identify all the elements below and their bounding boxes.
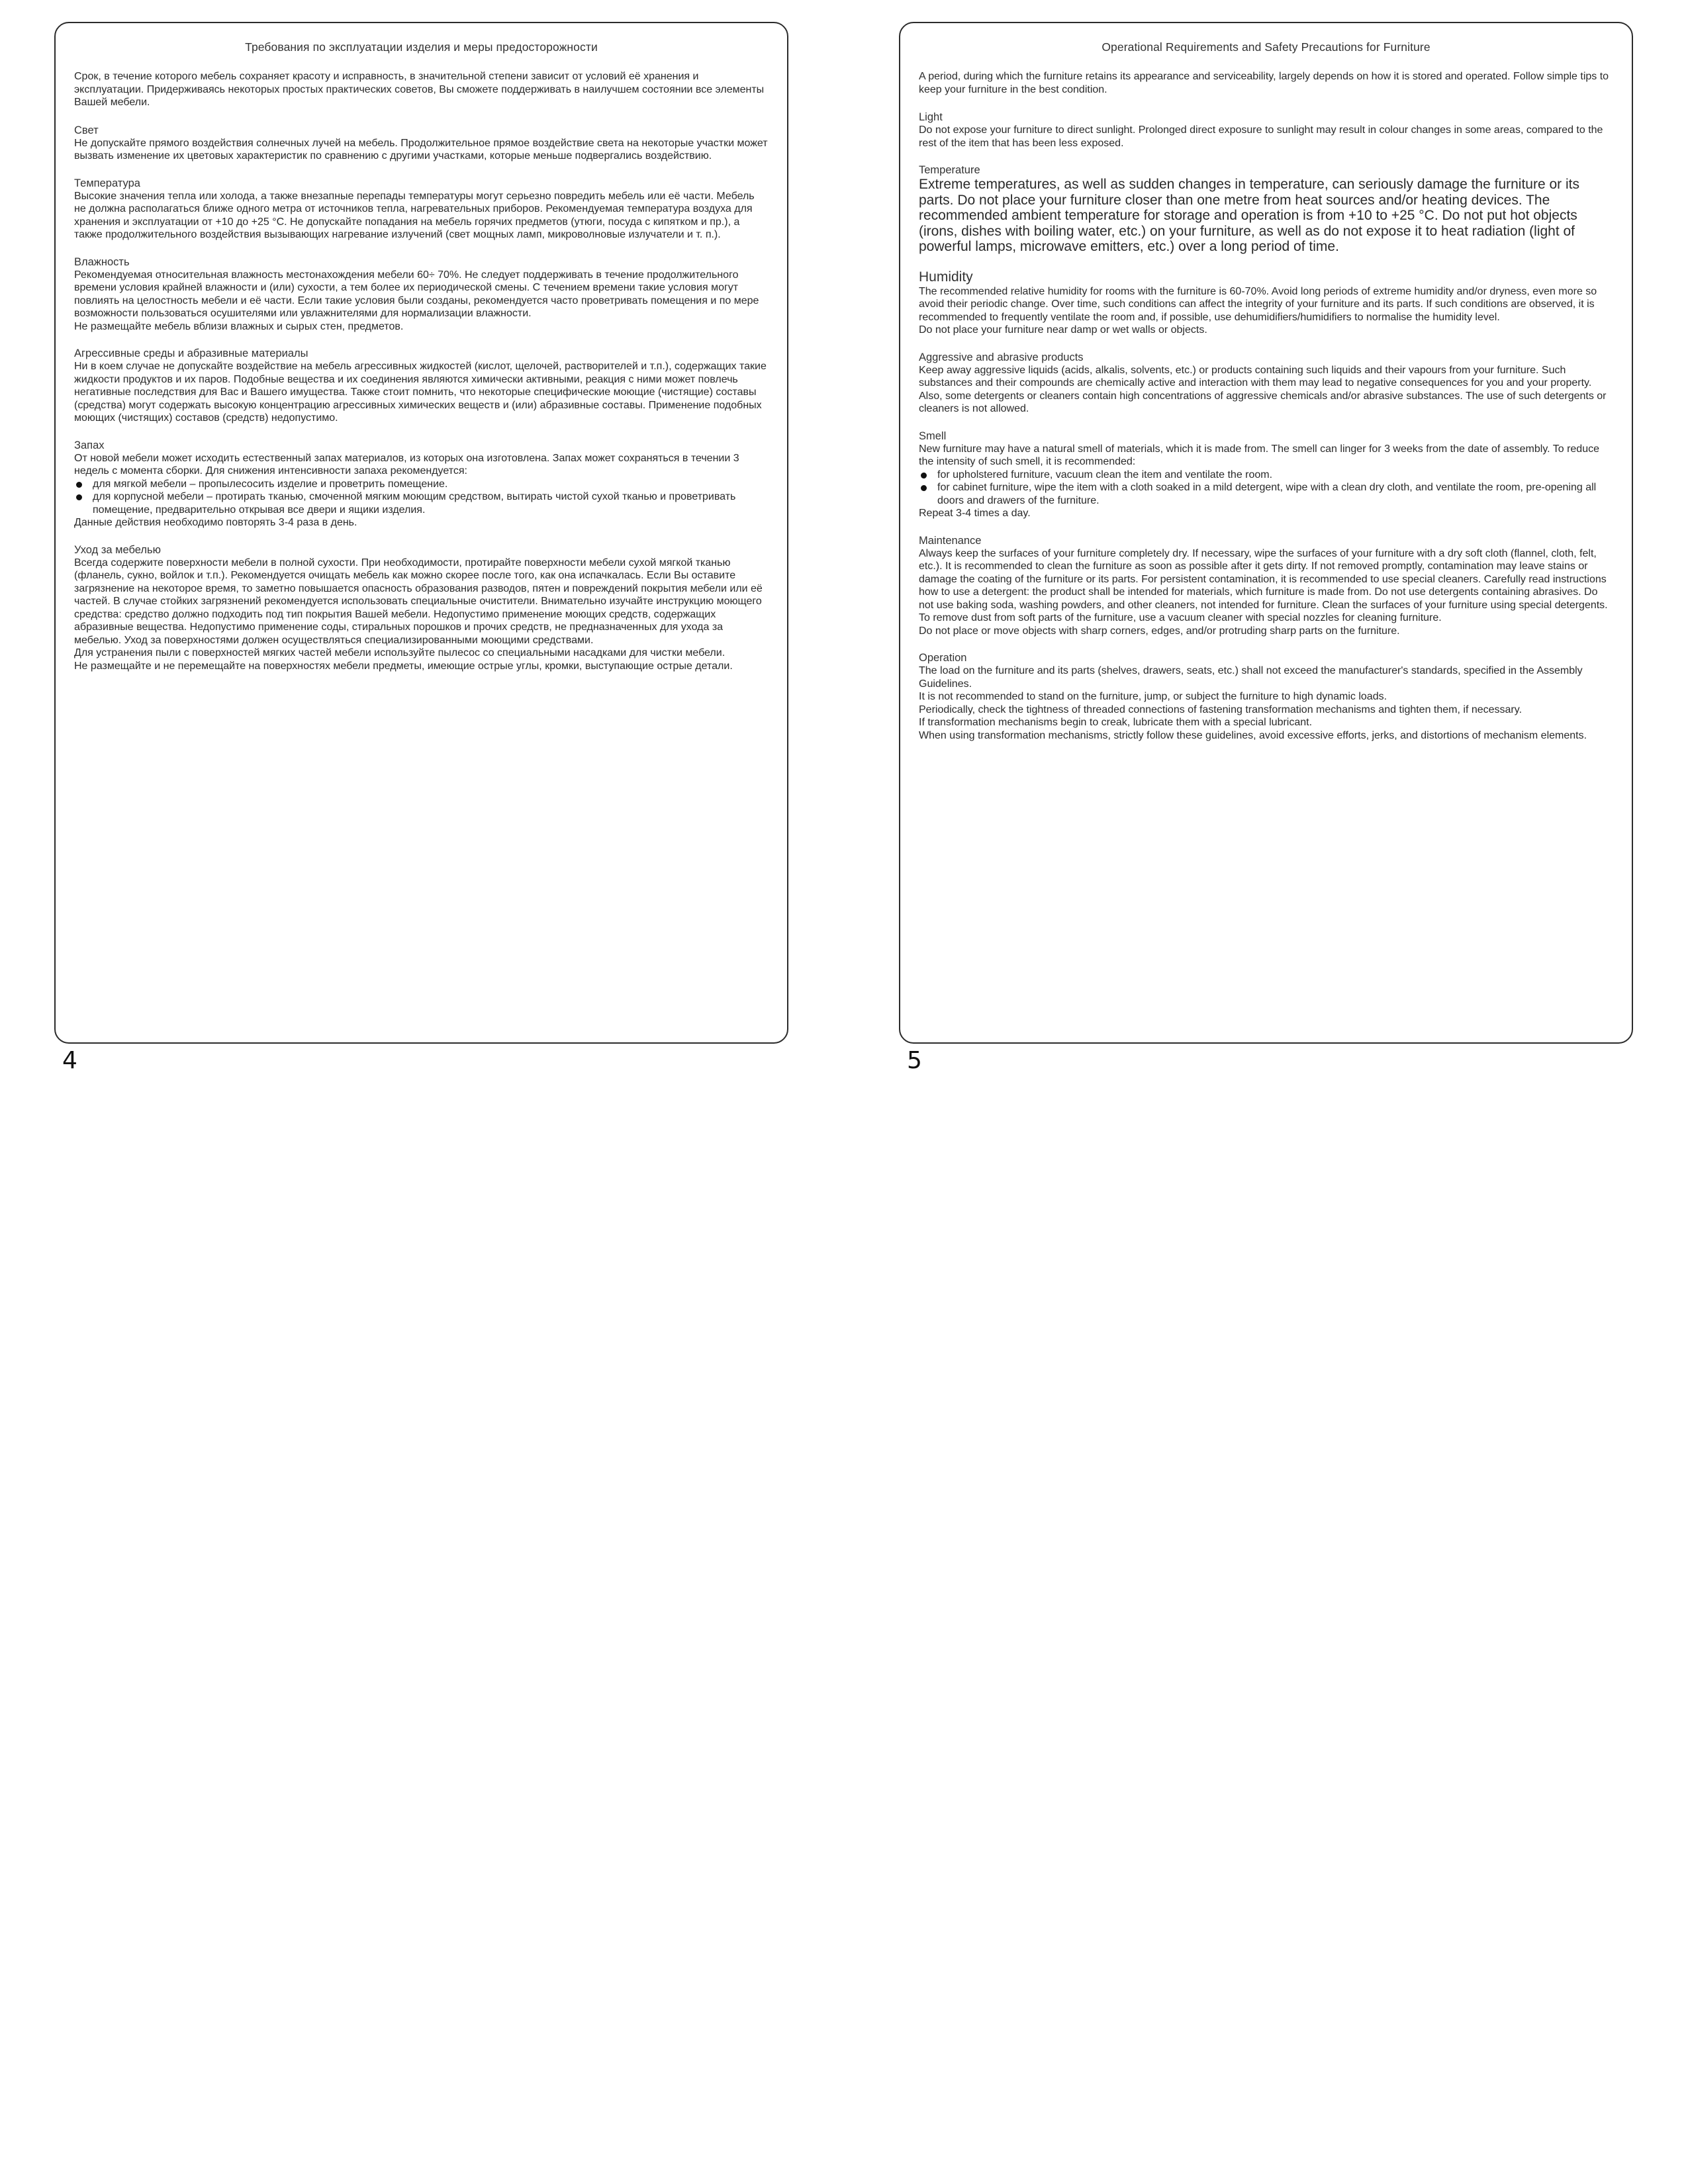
section-paragraph: If transformation mechanisms begin to creak, lubricate them with a special lubricant. [919, 717, 1313, 728]
section-body [74, 360, 769, 425]
section-paragraph: Periodically, check the tightness of threaded connections of fastening transformation mechanisms and tighten them, if necessary. [919, 704, 1523, 715]
section-paragraph: Keep away aggressive liquids (acids, alkalis, solvents, etc.) or products containing such liquids and their vapours from your furniture. Such substances and their compounds are chemically active and interaction with them may lead to negative consequences for you and your property. Also, some detergents or cleaners contain high concentrations of aggressive chemicals and/or abrasive substances. The use of such detergents or cleaners is not allowed. [919, 364, 1607, 414]
section [919, 111, 1613, 150]
section-heading: Уход за мебелью [74, 543, 161, 556]
left-page-panel [54, 22, 788, 1044]
section [74, 439, 769, 529]
bullet-item: для мягкой мебели – пропылесосить изделие и проветрить помещение. [74, 478, 769, 491]
section-paragraph: Для устранения пыли с поверхностей мягких частей мебели используйте пылесос со специальными насадками для чистки мебели. [74, 647, 726, 659]
sections-container [74, 124, 769, 673]
section-paragraph: Не размещайте мебель вблизи влажных и сырых стен, предметов. [74, 320, 404, 332]
page-title: Требования по эксплуатации изделия и меры предосторожности [245, 40, 598, 54]
bullet-item: для корпусной мебели – протирать тканью, смоченной мягким моющим средством, вытирать чистой сухой тканью и проветривать помещение, предварительно открывая все двери и ящики изделия. [74, 490, 769, 516]
section-paragraph: Always keep the surfaces of your furniture completely dry. If necessary, wipe the surfaces of your furniture with a dry soft cloth (flannel, cloth, felt, etc.). It is recommended to clean the furniture as soon as possible after it gets dirty. If not removed promptly, contamination may leave stains or damage the coating of the furniture or its parts. For persistent contamination, it is recommended to use special cleaners. Carefully read instructions how to use a detergent: the product shall be intended for materials, which furniture is made from. Do not use detergents containing abrasives. Do not use baking soda, washing powders, and other cleaners, not intended for furniture. Clean the surfaces of your furniture using special detergents. [919, 547, 1608, 611]
section-heading: Maintenance [919, 534, 982, 547]
page-title: Operational Requirements and Safety Precautions for Furniture [1102, 40, 1430, 54]
section-heading: Запах [74, 439, 105, 451]
bullet-list [919, 469, 1613, 508]
intro-paragraph: Срок, в течение которого мебель сохраняет красоту и исправность, в значительной степени зависит от условий её хранения и эксплуатации. Придерживаясь некоторых простых практических советов, Вы сможете поддерживать в наилучшем состоянии все элементы Вашей мебели. [74, 71, 765, 108]
section-paragraph: The recommended relative humidity for rooms with the furniture is 60-70%. Avoid long periods of extreme humidity and/or dryness, even more so avoid their periodic change. Over time, such conditions can affect the integrity of your furniture and its parts. If such conditions are observed, it is recommended to frequently ventilate the room and, if possible, use dehumidifiers/humidifiers to normalise the humidity level. [919, 285, 1597, 323]
section-heading: Свет [74, 124, 99, 136]
section-body [919, 285, 1613, 337]
section-paragraph: When using transformation mechanisms, strictly follow these guidelines, avoid excessive efforts, jerks, and distortions of mechanism elements. [919, 729, 1587, 741]
section [74, 124, 769, 163]
section-paragraph: Do not place your furniture near damp or wet walls or objects. [919, 324, 1207, 336]
section-body [74, 557, 769, 673]
section-heading: Температура [74, 177, 140, 189]
section [74, 255, 769, 334]
section-paragraph: Всегда содержите поверхности мебели в полной сухости. При необходимости, протирайте поверхности мебели сухой мягкой тканью (фланель, сукно, войлок и т.п.). Рекомендуется очищать мебель как можно скорее после того, как она испачкалась. Если Вы оставите загрязнение на некоторое время, то заметно повышается опасность образования разводов, пятен и повреждений покрытия мебели или её частей. В случае стойких загрязнений рекомендуется использовать специальные очистители. Внимательно изучайте инструкцию моющего средства: средство должно подходить под тип покрытия Вашей мебели. Недопустимо применение моющих средств, содержащих абразивные вещества. Недопустимо применение соды, стиральных порошков и прочих средств, не предназначенных для ухода за мебелью. Уход за поверхностями должен осуществляться специализированными моющими средствами. [74, 557, 763, 646]
section-paragraph: Extreme temperatures, as well as sudden changes in temperature, can seriously damage the furniture or its parts. Do not place your furniture closer than one metre from heat sources and/or heating devices. The recommended ambient temperature for storage and operation is from +10 to +25 °C. Do not put hot objects (irons, dishes with boiling water, etc.) on your furniture, as well as do not expose it to heat radiation (light of powerful lamps, microwave emitters, etc.) over a long period of time. [919, 177, 1580, 254]
section-body [74, 452, 769, 529]
section-paragraph: Не размещайте и не перемещайте на поверхностях мебели предметы, имеющие острые углы, кромки, выступающие острые детали. [74, 660, 733, 672]
section-body [919, 364, 1613, 416]
section [919, 430, 1613, 520]
section [919, 269, 1613, 337]
section-body [919, 547, 1613, 638]
sections-container [919, 111, 1613, 742]
section [919, 534, 1613, 638]
section-heading: Smell [919, 430, 947, 442]
section-paragraph: От новой мебели может исходить естественный запах материалов, из которых она изготовлена. Запах может сохраняться в течении 3 недель с момента сборки. Для снижения интенсивности запаха рекомендуется: [74, 452, 739, 477]
section [919, 163, 1613, 255]
right-page-panel [899, 22, 1633, 1044]
section-body [919, 443, 1613, 520]
section-heading: Light [919, 111, 943, 123]
section-body [919, 664, 1613, 742]
section-paragraph: It is not recommended to stand on the furniture, jump, or subject the furniture to high dynamic loads. [919, 691, 1387, 702]
section-paragraph: Рекомендуемая относительная влажность местонахождения мебели 60÷ 70%. Не следует поддерживать в течение продолжительного времени условия крайней влажности и (или) сухости, а тем более их периодической смены. С течением времени такие условия могут повлиять на целостность мебели и её части. Если такие условия были созданы, рекомендуется часто проветривать помещения и по мере возможности пользоваться осушителями или увлажнителями для нормализации влажности. [74, 269, 759, 319]
section-paragraph: New furniture may have a natural smell of materials, which it is made from. The smell can linger for 3 weeks from the date of assembly. To reduce the intensity of such smell, it is recommended: [919, 443, 1599, 467]
section-heading: Temperature [919, 164, 980, 176]
section-heading: Operation [919, 652, 967, 664]
section-heading: Влажность [74, 255, 130, 268]
section-paragraph: Высокие значения тепла или холода, а также внезапные перепады температуры могут серьезно повредить мебель или её части. Мебель не должна располагаться ближе одного метра от источников тепла, нагревательных приборов. Рекомендуемая температура воздуха для хранения и эксплуатации от +10 до +25 °С. Не допускайте попадания на мебель горячих предметов (утюги, посуда с кипятком и пр.), а также продолжительного воздействия вызывающих нагревание излучений (свет мощных ламп, микроволновые излучатели и т. п.). [74, 190, 755, 240]
section-body [74, 137, 769, 163]
section-heading: Агрессивные среды и абразивные материалы [74, 347, 308, 359]
section-heading: Humidity [919, 269, 973, 285]
section [74, 177, 769, 242]
section [74, 543, 769, 673]
section [919, 651, 1613, 742]
section [919, 351, 1613, 416]
section-paragraph: Repeat 3-4 times a day. [919, 508, 1031, 519]
section-body [919, 177, 1613, 255]
section-body [74, 190, 769, 242]
page-number: 4 [62, 1047, 77, 1074]
bullet-list [74, 478, 769, 517]
section-body [919, 124, 1613, 150]
page-number: 5 [907, 1047, 922, 1074]
section-paragraph: To remove dust from soft parts of the furniture, use a vacuum cleaner with special nozzles for cleaning furniture. [919, 612, 1442, 623]
section-body [74, 269, 769, 334]
section-paragraph: Do not expose your furniture to direct sunlight. Prolonged direct exposure to sunlight may result in colour changes in some areas, compared to the rest of the item that has been less exposed. [919, 124, 1603, 149]
section-paragraph: The load on the furniture and its parts (shelves, drawers, seats, etc.) shall not exceed the manufacturer's standards, specified in the Assembly Guidelines. [919, 665, 1583, 690]
intro-paragraph: A period, during which the furniture retains its appearance and serviceability, largely depends on how it is stored and operated. Follow simple tips to keep your furniture in the best condition. [919, 71, 1609, 95]
bullet-item: for upholstered furniture, vacuum clean the item and ventilate the room. [919, 469, 1613, 482]
section-paragraph: Данные действия необходимо повторять 3-4 раза в день. [74, 517, 357, 528]
section-paragraph: Do not place or move objects with sharp corners, edges, and/or protruding sharp parts on the furniture. [919, 625, 1400, 637]
section-paragraph: Ни в коем случае не допускайте воздействие на мебель агрессивных жидкостей (кислот, щелочей, растворителей и т.п.), содержащих такие жидкости продуктов и их паров. Подобные вещества и их соединения являются химически активными, реакция с ними может повлечь негативные последствия для Вас и Вашего имущества. Также стоит помнить, что некоторые специфические моющие (чистящие) составы (средства) могут содержать высокую концентрацию агрессивных химических веществ и (или) абразивные составы. Применение подобных моющих (чистящих) составов (средств) недопустимо. [74, 361, 767, 424]
section [74, 347, 769, 425]
section-heading: Aggressive and abrasive products [919, 351, 1084, 363]
bullet-item: for cabinet furniture, wipe the item with a cloth soaked in a mild detergent, wipe with a clean dry cloth, and ventilate the room, pre-opening all doors and drawers of the furniture. [919, 481, 1613, 507]
section-paragraph: Не допускайте прямого воздействия солнечных лучей на мебель. Продолжительное прямое воздействие света на некоторые участки может вызвать изменение их цветовых характеристик по сравнению с другими участками, которые меньше подвергались воздействию. [74, 137, 768, 161]
